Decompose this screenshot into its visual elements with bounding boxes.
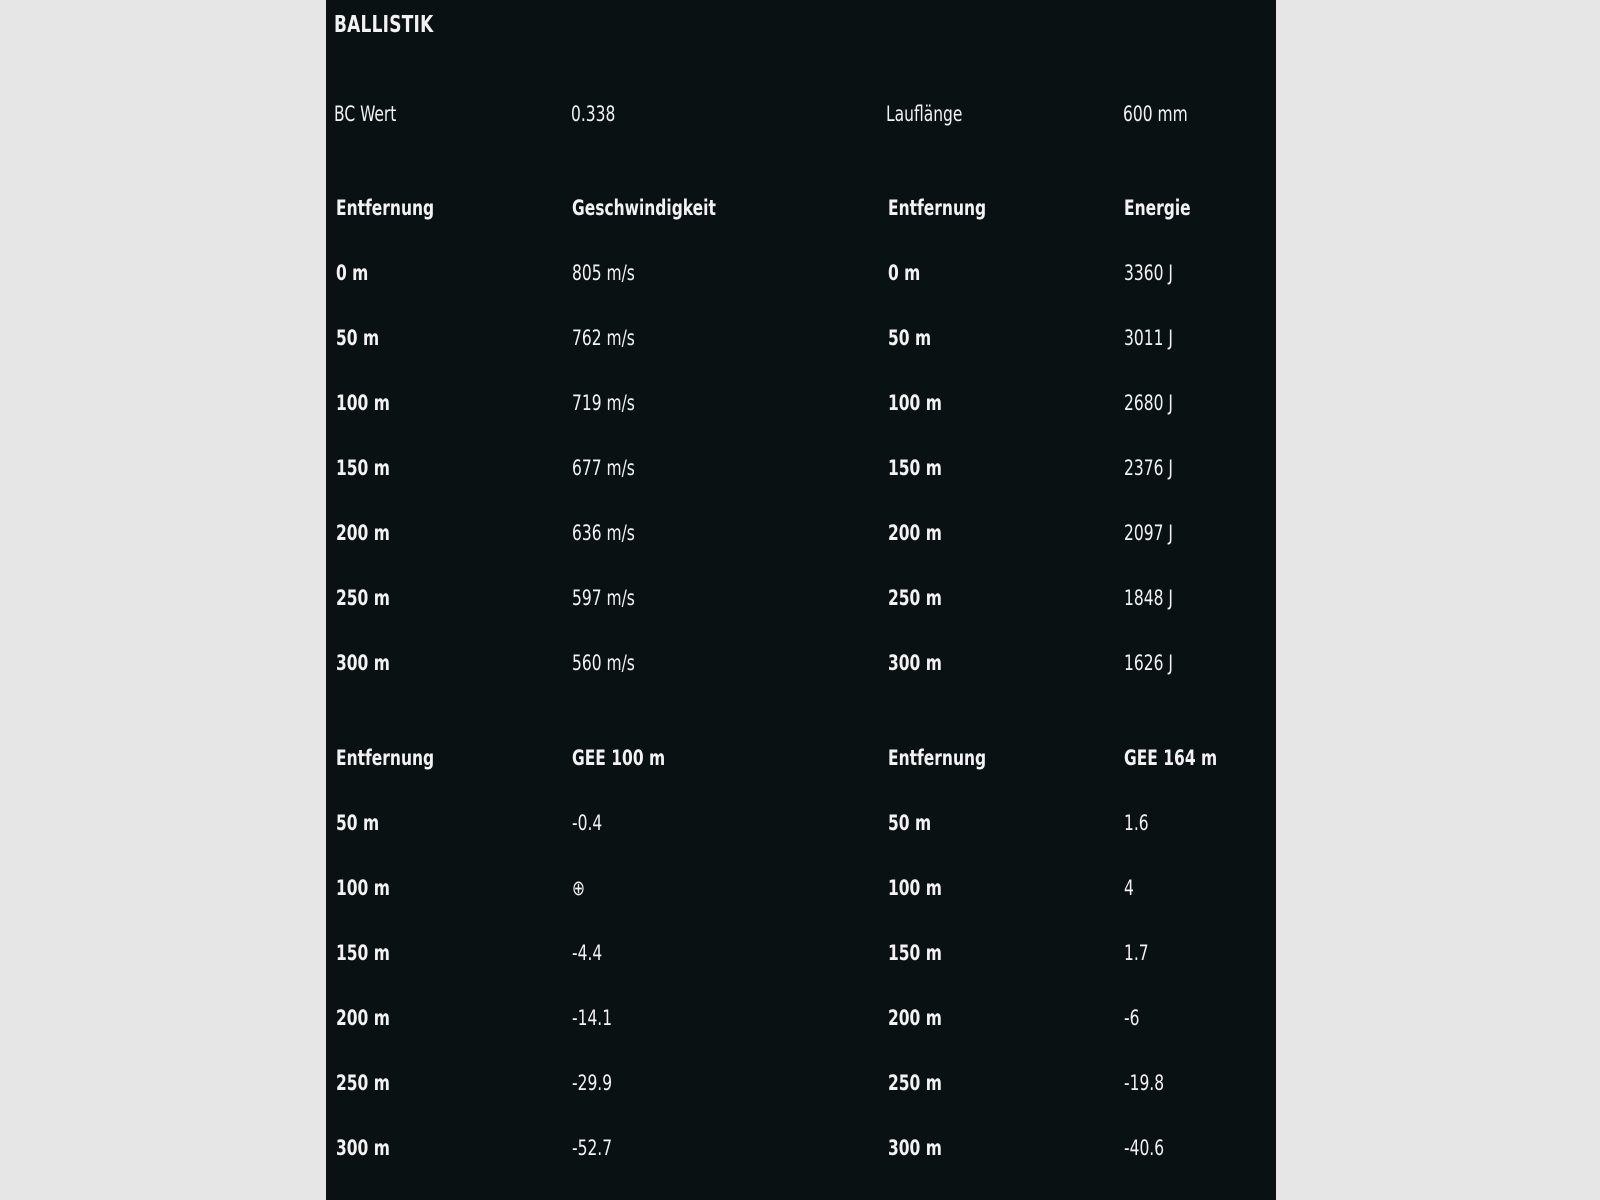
column-header: Entfernung <box>888 746 987 770</box>
table-row <box>326 803 1276 843</box>
distance-cell: 250 m <box>888 586 942 610</box>
table-row <box>326 578 1276 618</box>
table-row <box>326 513 1276 553</box>
table-row <box>326 448 1276 488</box>
distance-cell: 0 m <box>336 261 369 285</box>
barrel-length-label: Lauflänge <box>886 102 963 126</box>
distance-cell: 50 m <box>888 326 932 350</box>
barrel-length-value: 600 mm <box>1123 102 1188 126</box>
velocity-cell: 560 m/s <box>572 651 635 675</box>
table-row <box>326 1063 1276 1103</box>
column-header: Energie <box>1124 196 1191 220</box>
drop-cell: -4.4 <box>572 941 603 965</box>
distance-cell: 200 m <box>888 521 942 545</box>
bc-value: 0.338 <box>571 102 616 126</box>
energy-cell: 1626 J <box>1124 651 1173 675</box>
velocity-cell: 762 m/s <box>572 326 635 350</box>
distance-cell: 100 m <box>336 876 390 900</box>
distance-cell: 0 m <box>888 261 921 285</box>
meta-row <box>326 94 1276 134</box>
bc-label: BC Wert <box>334 102 397 126</box>
energy-cell: 3011 J <box>1124 326 1173 350</box>
drop-cell: -40.6 <box>1124 1136 1165 1160</box>
crosshair-icon: ⊕ <box>572 876 585 900</box>
distance-cell: 150 m <box>888 941 942 965</box>
distance-cell: 200 m <box>888 1006 942 1030</box>
distance-cell: 250 m <box>336 586 390 610</box>
distance-cell: 100 m <box>336 391 390 415</box>
table-row <box>326 253 1276 293</box>
velocity-cell: 597 m/s <box>572 586 635 610</box>
distance-cell: 100 m <box>888 876 942 900</box>
distance-cell: 100 m <box>888 391 942 415</box>
distance-cell: 300 m <box>336 1136 390 1160</box>
table-row <box>326 1128 1276 1168</box>
velocity-cell: 636 m/s <box>572 521 635 545</box>
distance-cell: 250 m <box>336 1071 390 1095</box>
distance-cell: 150 m <box>336 941 390 965</box>
column-header: Entfernung <box>336 196 435 220</box>
velocity-cell: 677 m/s <box>572 456 635 480</box>
energy-cell: 2680 J <box>1124 391 1173 415</box>
table-header-row <box>326 738 1276 778</box>
table-row <box>326 318 1276 358</box>
drop-cell: 1.6 <box>1124 811 1149 835</box>
distance-cell: 300 m <box>336 651 390 675</box>
energy-cell: 2097 J <box>1124 521 1173 545</box>
column-header: Entfernung <box>888 196 987 220</box>
table-row <box>326 868 1276 908</box>
column-header: Geschwindigkeit <box>572 196 716 220</box>
energy-cell: 2376 J <box>1124 456 1173 480</box>
ballistics-panel <box>326 0 1276 1200</box>
drop-cell: -0.4 <box>572 811 603 835</box>
column-header: GEE 164 m <box>1124 746 1218 770</box>
drop-cell: -19.8 <box>1124 1071 1165 1095</box>
distance-cell: 200 m <box>336 521 390 545</box>
drop-cell: 1.7 <box>1124 941 1149 965</box>
table-row <box>326 383 1276 423</box>
table-row <box>326 643 1276 683</box>
column-header: Entfernung <box>336 746 435 770</box>
distance-cell: 150 m <box>336 456 390 480</box>
velocity-cell: 719 m/s <box>572 391 635 415</box>
distance-cell: 250 m <box>888 1071 942 1095</box>
drop-cell: -52.7 <box>572 1136 613 1160</box>
drop-cell: -29.9 <box>572 1071 613 1095</box>
velocity-cell: 805 m/s <box>572 261 635 285</box>
distance-cell: 50 m <box>336 811 380 835</box>
energy-cell: 3360 J <box>1124 261 1173 285</box>
energy-cell: 1848 J <box>1124 586 1173 610</box>
distance-cell: 300 m <box>888 1136 942 1160</box>
table-row <box>326 933 1276 973</box>
distance-cell: 50 m <box>888 811 932 835</box>
drop-cell: -14.1 <box>572 1006 613 1030</box>
distance-cell: 300 m <box>888 651 942 675</box>
table-row <box>326 998 1276 1038</box>
distance-cell: 50 m <box>336 326 380 350</box>
distance-cell: 150 m <box>888 456 942 480</box>
column-header: GEE 100 m <box>572 746 666 770</box>
page-title: BALLISTIK <box>334 12 434 38</box>
drop-cell: -6 <box>1124 1006 1140 1030</box>
distance-cell: 200 m <box>336 1006 390 1030</box>
drop-cell: 4 <box>1124 876 1134 900</box>
table-header-row <box>326 188 1276 228</box>
